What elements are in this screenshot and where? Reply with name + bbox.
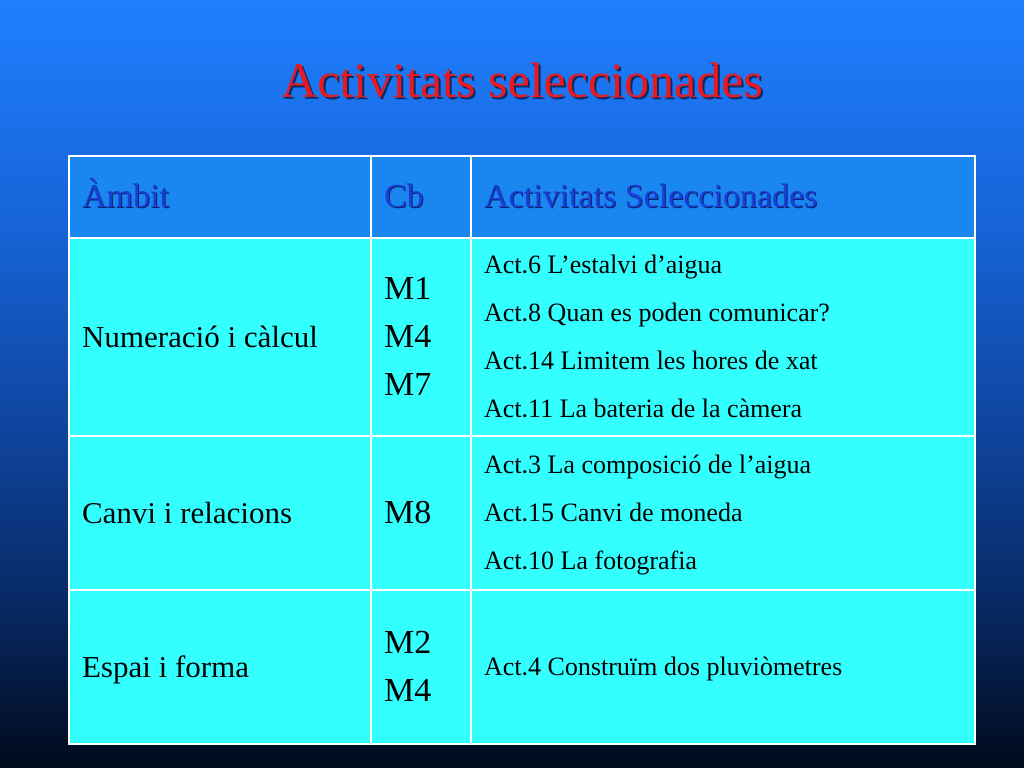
activity-item: Act.10 La fotografia bbox=[484, 546, 697, 575]
activity-item: Act.3 La composició de l’aigua bbox=[484, 450, 812, 479]
activity-item: Act.14 Limitem les hores de xat bbox=[484, 346, 818, 375]
cb-code: M8 bbox=[384, 494, 432, 531]
slide-title: Activitats seleccionades bbox=[281, 52, 763, 108]
cb-code: M2 bbox=[384, 624, 432, 661]
cb-code: M4 bbox=[384, 672, 432, 709]
cb-code: M7 bbox=[384, 366, 432, 403]
header-cb: Cb bbox=[371, 156, 471, 238]
activities-table bbox=[68, 155, 976, 745]
header-activitats: Activitats Seleccionades bbox=[471, 156, 975, 238]
activities-cell bbox=[471, 436, 975, 590]
cb-cell bbox=[371, 590, 471, 744]
activity-item: Act.8 Quan es poden comunicar? bbox=[484, 298, 830, 327]
ambit-cell: Numeració i càlcul bbox=[69, 238, 371, 436]
activity-item: Act.15 Canvi de moneda bbox=[484, 498, 743, 527]
table-header-row bbox=[69, 156, 975, 238]
cb-code: M4 bbox=[384, 318, 432, 355]
table-row bbox=[69, 238, 975, 436]
activity-item: Act.6 L’estalvi d’aigua bbox=[484, 250, 723, 279]
activities-cell bbox=[471, 590, 975, 744]
activity-item: Act.11 La bateria de la càmera bbox=[484, 394, 803, 423]
header-ambit: Àmbit bbox=[69, 156, 371, 238]
activities-cell bbox=[471, 238, 975, 436]
table-row bbox=[69, 590, 975, 744]
cb-code: M1 bbox=[384, 270, 432, 307]
table-row bbox=[69, 436, 975, 590]
cb-cell bbox=[371, 436, 471, 590]
ambit-cell: Espai i forma bbox=[69, 590, 371, 744]
cb-cell bbox=[371, 238, 471, 436]
activity-item: Act.4 Construïm dos pluviòmetres bbox=[484, 652, 843, 681]
ambit-cell: Canvi i relacions bbox=[69, 436, 371, 590]
